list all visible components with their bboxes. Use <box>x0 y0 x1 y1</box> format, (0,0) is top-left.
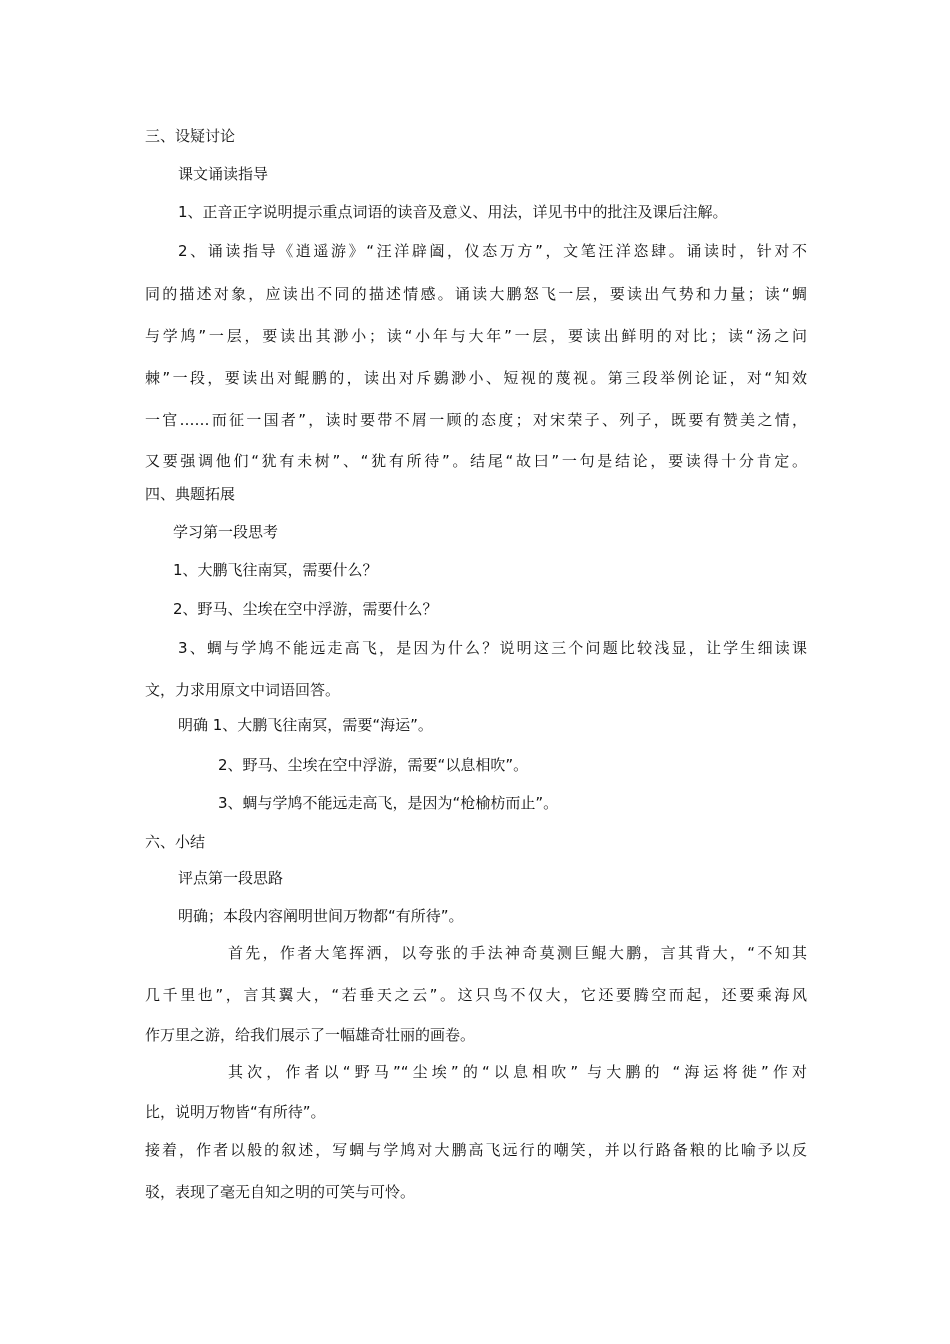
paragraph-line: 棘”一段，要读出对鲲鹏的，读出对斥鷃渺小、短视的蔑视。第三段举例论证，对“知效 <box>145 369 807 387</box>
heading-exercises: 四、典题拓展 <box>145 485 236 503</box>
paragraph-line: 明确；本段内容阐明世间万物都“有所待”。 <box>178 907 464 925</box>
paragraph-line: 一官……而征一国者”，读时要带不屑一顾的态度；对宋荣子、列子，既要有赞美之情， <box>145 411 807 429</box>
subheading-reading-guide: 课文诵读指导 <box>178 165 269 183</box>
question-item: 3、蜩与学鸠不能远走高飞，是因为什么？说明这三个问题比较浅显，让学生细读课 <box>178 639 807 657</box>
paragraph-line: 2、诵读指导《逍遥游》“汪洋辟阖，仪态万方”，文笔汪洋恣肆。诵读时，针对不 <box>178 242 807 260</box>
paragraph-line: 接着，作者以般的叙述，写蜩与学鸠对大鹏高飞远行的嘲笑，并以行路备粮的比喻予以反 <box>145 1141 807 1159</box>
question-item: 1、大鹏飞往南冥，需要什么？ <box>173 561 378 579</box>
subheading-first-paragraph: 学习第一段思考 <box>173 523 279 541</box>
paragraph-line: 其次，作者以“野马”“尘埃”的“以息相吹” 与大鹏的 “海运将徙”作对 <box>228 1063 807 1081</box>
paragraph-line: 比，说明万物皆“有所待”。 <box>145 1103 326 1121</box>
heading-summary: 六、小结 <box>145 833 206 851</box>
paragraph-line: 作万里之游，给我们展示了一幅雄奇壮丽的画卷。 <box>145 1026 476 1044</box>
answer-item: 2、野马、尘埃在空中浮游，需要“以息相吹”。 <box>218 756 529 774</box>
paragraph-line: 首先，作者大笔挥洒，以夸张的手法神奇莫测巨鲲大鹏，言其背大，“不知其 <box>228 944 807 962</box>
paragraph-line: 又要强调他们“犹有未树”、“犹有所待”。结尾“故曰”一句是结论，要读得十分肯定。 <box>145 452 807 470</box>
paragraph-line: 1、正音正字说明提示重点词语的读音及意义、用法，详见书中的批注及课后注解。 <box>178 203 728 221</box>
paragraph-line: 驳，表现了毫无自知之明的可笑与可怜。 <box>145 1183 416 1201</box>
paragraph-line: 同的描述对象，应读出不同的描述情感。诵读大鹏怒飞一层，要读出气势和力量；读“蜩 <box>145 285 807 303</box>
paragraph-line: 与学鸠”一层，要读出其渺小；读“小年与大年”一层，要读出鲜明的对比；读“汤之问 <box>145 327 807 345</box>
paragraph-line: 几千里也”，言其翼大，“若垂天之云”。这只鸟不仅大，它还要腾空而起，还要乘海风 <box>145 986 807 1004</box>
subheading-commentary: 评点第一段思路 <box>178 869 284 887</box>
question-item: 2、野马、尘埃在空中浮游，需要什么？ <box>173 600 438 618</box>
answer-item: 明确 1、大鹏飞往南冥，需要“海运”。 <box>178 716 433 734</box>
answer-item: 3、蜩与学鸠不能远走高飞，是因为“枪榆枋而止”。 <box>218 794 559 812</box>
heading-discussion: 三、设疑讨论 <box>145 127 236 145</box>
paragraph-line: 文，力求用原文中词语回答。 <box>145 681 341 699</box>
